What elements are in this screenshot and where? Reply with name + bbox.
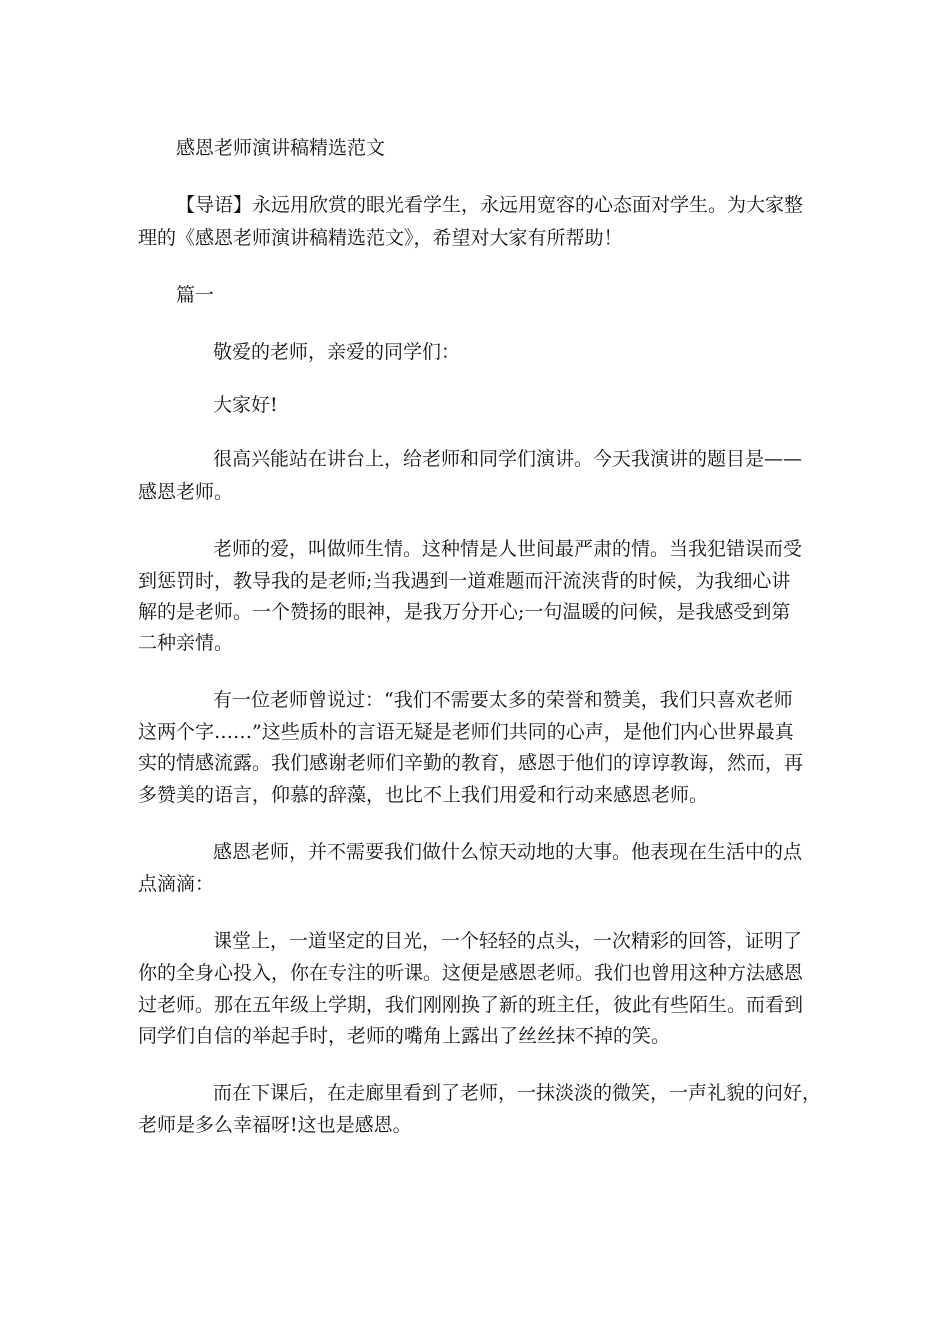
paragraph-1-line-1: 很高兴能站在讲台上，给老师和同学们演讲。今天我演讲的题目是—— [213,448,803,470]
paragraph-1-line-2: 感恩老师。 [138,481,234,503]
salutation: 敬爱的老师，亲爱的同学们： [213,341,461,363]
document-title: 感恩老师演讲稿精选范文 [176,137,386,159]
paragraph-4-line-1: 感恩老师，并不需要我们做什么惊天动地的大事。他表现在生活中的点 [213,841,803,863]
paragraph-4-line-2: 点滴滴： [138,873,215,895]
paragraph-3-line-2: 这两个字……”这些质朴的言语无疑是老师们共同的心声，是他们内心世界最真 [138,721,794,743]
paragraph-5-line-3: 过老师。那在五年级上学期，我们刚刚换了新的班主任，彼此有些陌生。而看到 [138,994,804,1016]
paragraph-5-line-1: 课堂上，一道坚定的目光，一个轻轻的点头，一次精彩的回答，证明了 [213,930,803,952]
paragraph-3-line-1: 有一位老师曾说过：“我们不需要太多的荣誉和赞美，我们只喜欢老师 [213,689,793,711]
intro-line-1: 【导语】永远用欣赏的眼光看学生，永远用宽容的心态面对学生。为大家整 [176,194,804,216]
intro-line-2: 理的《感恩老师演讲稿精选范文》，希望对大家有所帮助！ [138,227,623,249]
paragraph-2-line-3: 解的是老师。一个赞扬的眼神，是我万分开心;一句温暖的问候，是我感受到第 [138,601,791,623]
paragraph-3-line-4: 多赞美的语言，仰慕的辞藻，也比不上我们用爱和行动来感恩老师。 [138,784,709,806]
greeting: 大家好! [213,394,278,416]
paragraph-5-line-2: 你的全身心投入，你在专注的听课。这便是感恩老师。我们也曾用这种方法感恩 [138,962,804,984]
paragraph-3-line-3: 实的情感流露。我们感谢老师们辛勤的教育，感恩于他们的谆谆教诲，然而，再 [138,752,804,774]
paragraph-2-line-4: 二种亲情。 [138,632,234,654]
paragraph-2-line-1: 老师的爱，叫做师生情。这种情是人世间最严肃的情。当我犯错误而受 [213,538,803,560]
paragraph-6-line-1: 而在下课后，在走廊里看到了老师，一抹淡淡的微笑，一声礼貌的问好， [213,1082,822,1104]
paragraph-5-line-4: 同学们自信的举起手时，老师的嘴角上露出了丝丝抹不掉的笑。 [138,1025,671,1047]
paragraph-6-line-2: 老师是多么幸福呀!这也是感恩。 [138,1114,412,1136]
paragraph-2-line-2: 到惩罚时，教导我的是老师;当我遇到一道难题而汗流浃背的时候，为我细心讲 [138,570,791,592]
section-label: 篇一 [176,284,215,306]
